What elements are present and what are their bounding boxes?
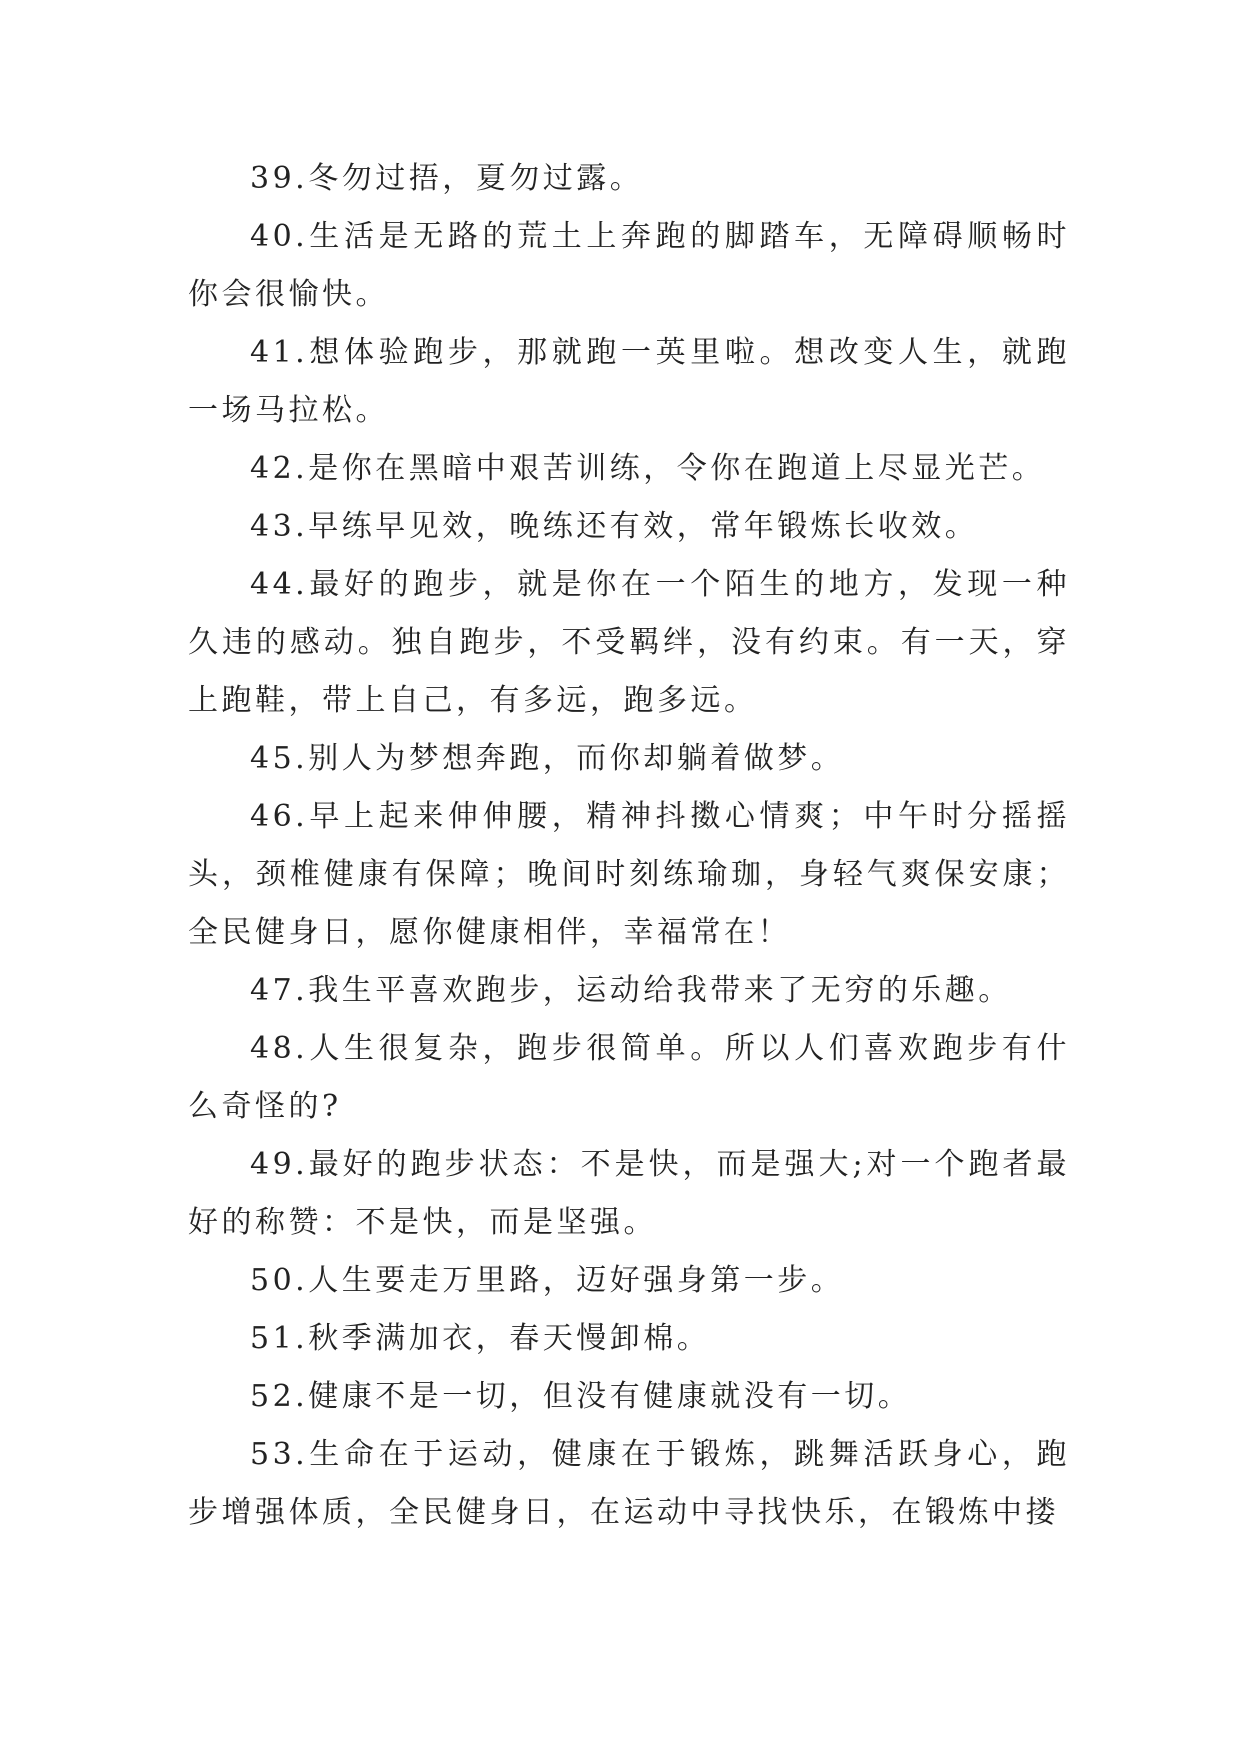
paragraph-51: 51.秋季满加衣，春天慢卸棉。 [250, 1321, 711, 1356]
paragraph-46: 46.早上起来伸伸腰，精神抖擞心情爽；中午时分摇摇头，颈椎健康有保障；晚间时刻练瑜珈，身轻气爽保安康；全民健身日，愿你健康相伴，幸福常在！ [188, 799, 1070, 950]
paragraph-47: 47.我生平喜欢跑步，运动给我带来了无穷的乐趣。 [250, 973, 1012, 1008]
paragraph-39: 39.冬勿过捂，夏勿过露。 [250, 161, 644, 196]
paragraph-43: 43.早练早见效，晚练还有效，常年锻炼长收效。 [250, 509, 979, 544]
paragraph-52: 52.健康不是一切，但没有健康就没有一切。 [250, 1379, 912, 1414]
paragraph-49: 49.最好的跑步状态：不是快，而是强大;对一个跑者最好的称赞：不是快，而是坚强。 [188, 1147, 1070, 1240]
paragraph-45: 45.别人为梦想奔跑，而你却躺着做梦。 [250, 741, 845, 776]
document-page [188, 150, 1070, 1542]
paragraph-42: 42.是你在黑暗中艰苦训练，令你在跑道上尽显光芒。 [250, 451, 1046, 486]
paragraph-40: 40.生活是无路的荒土上奔跑的脚踏车，无障碍顺畅时你会很愉快。 [188, 219, 1070, 312]
paragraph-44: 44.最好的跑步，就是你在一个陌生的地方，发现一种久违的感动。独自跑步，不受羁绊，没有约束。有一天，穿上跑鞋，带上自己，有多远，跑多远。 [188, 567, 1070, 718]
paragraph-41: 41.想体验跑步，那就跑一英里啦。想改变人生，就跑一场马拉松。 [188, 335, 1070, 428]
paragraph-53: 53.生命在于运动，健康在于锻炼，跳舞活跃身心，跑步增强体质，全民健身日，在运动中寻找快乐，在锻炼中搂 [188, 1437, 1070, 1530]
paragraph-48: 48.人生很复杂，跑步很简单。所以人们喜欢跑步有什么奇怪的? [188, 1031, 1070, 1124]
paragraph-50: 50.人生要走万里路，迈好强身第一步。 [250, 1263, 845, 1298]
